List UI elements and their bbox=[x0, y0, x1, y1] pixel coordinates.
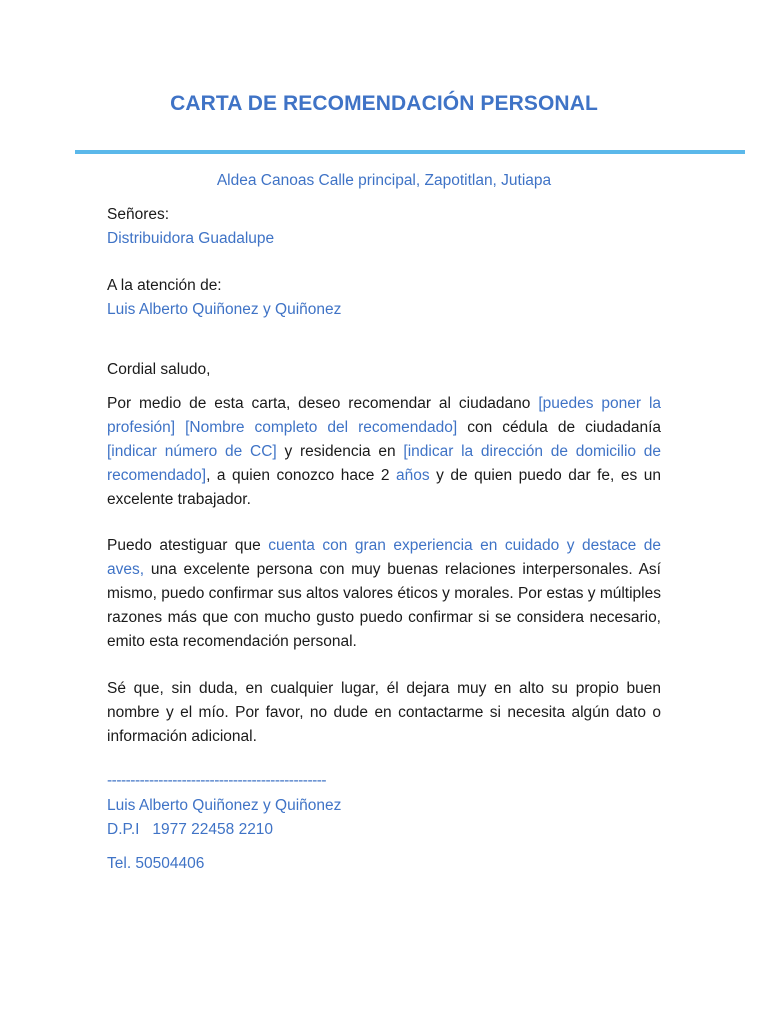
placeholder-recommended-name: [puedes poner la profesión] [Nombre completo del recomendado] bbox=[107, 395, 662, 436]
placeholder-address: [indicar la dirección de domicilio de recomendado] bbox=[107, 443, 662, 484]
letter-title: CARTA DE RECOMENDACIÓN PERSONAL bbox=[170, 92, 598, 115]
signature-dpi: D.P.I 1977 22458 2210 bbox=[107, 821, 274, 838]
paragraph-text: Por medio de esta carta, deseo recomendar al ciudadano bbox=[107, 395, 539, 412]
sender-address: Aldea Canoas Calle principal, Zapotitlan, Jutiapa bbox=[216, 172, 552, 189]
title-divider bbox=[75, 150, 745, 154]
paragraph-text: , a quien conozco hace 2 bbox=[206, 467, 396, 484]
signature-phone: Tel. 50504406 bbox=[107, 855, 205, 872]
attention-label: A la atención de: bbox=[107, 277, 222, 294]
attention-name: Luis Alberto Quiñonez y Quiñonez bbox=[107, 301, 342, 318]
paragraph-text: y residencia en bbox=[276, 443, 404, 460]
paragraph-text: con cédula de ciudadanía bbox=[457, 419, 661, 436]
signature-name: Luis Alberto Quiñonez y Quiñonez bbox=[107, 797, 342, 814]
recipient-company: Distribuidora Guadalupe bbox=[107, 230, 275, 247]
greeting: Cordial saludo, bbox=[107, 361, 211, 378]
placeholder-id-number: [indicar número de CC] bbox=[107, 443, 277, 460]
signature-line: ----------------------------------------------- bbox=[107, 772, 327, 789]
highlight-experience: cuenta con gran experiencia en cuidado y destace de aves, bbox=[107, 537, 661, 578]
paragraph-recommendation bbox=[107, 392, 661, 512]
salutation-label: Señores: bbox=[107, 206, 170, 223]
paragraph-attestation bbox=[107, 534, 661, 654]
paragraph-closing: Sé que, sin duda, en cualquier lugar, él dejara muy en alto su propio buen nombre y el mío. Por favor, no dude en contactarme si necesita algún dato o información adicional. bbox=[107, 680, 661, 745]
highlight-years: años bbox=[396, 467, 430, 484]
paragraph-text: y de quien puedo dar fe, es un excelente trabajador. bbox=[107, 467, 662, 508]
paragraph-text: Puedo atestiguar que bbox=[107, 537, 269, 554]
paragraph-text: una excelente persona con muy buenas relaciones interpersonales. Así mismo, puedo confirmar sus altos valores éticos y morales. Por estas y múltiples razones más que con mucho gusto puedo confirmar si se considera necesario, emito esta recomendación personal. bbox=[107, 561, 661, 650]
